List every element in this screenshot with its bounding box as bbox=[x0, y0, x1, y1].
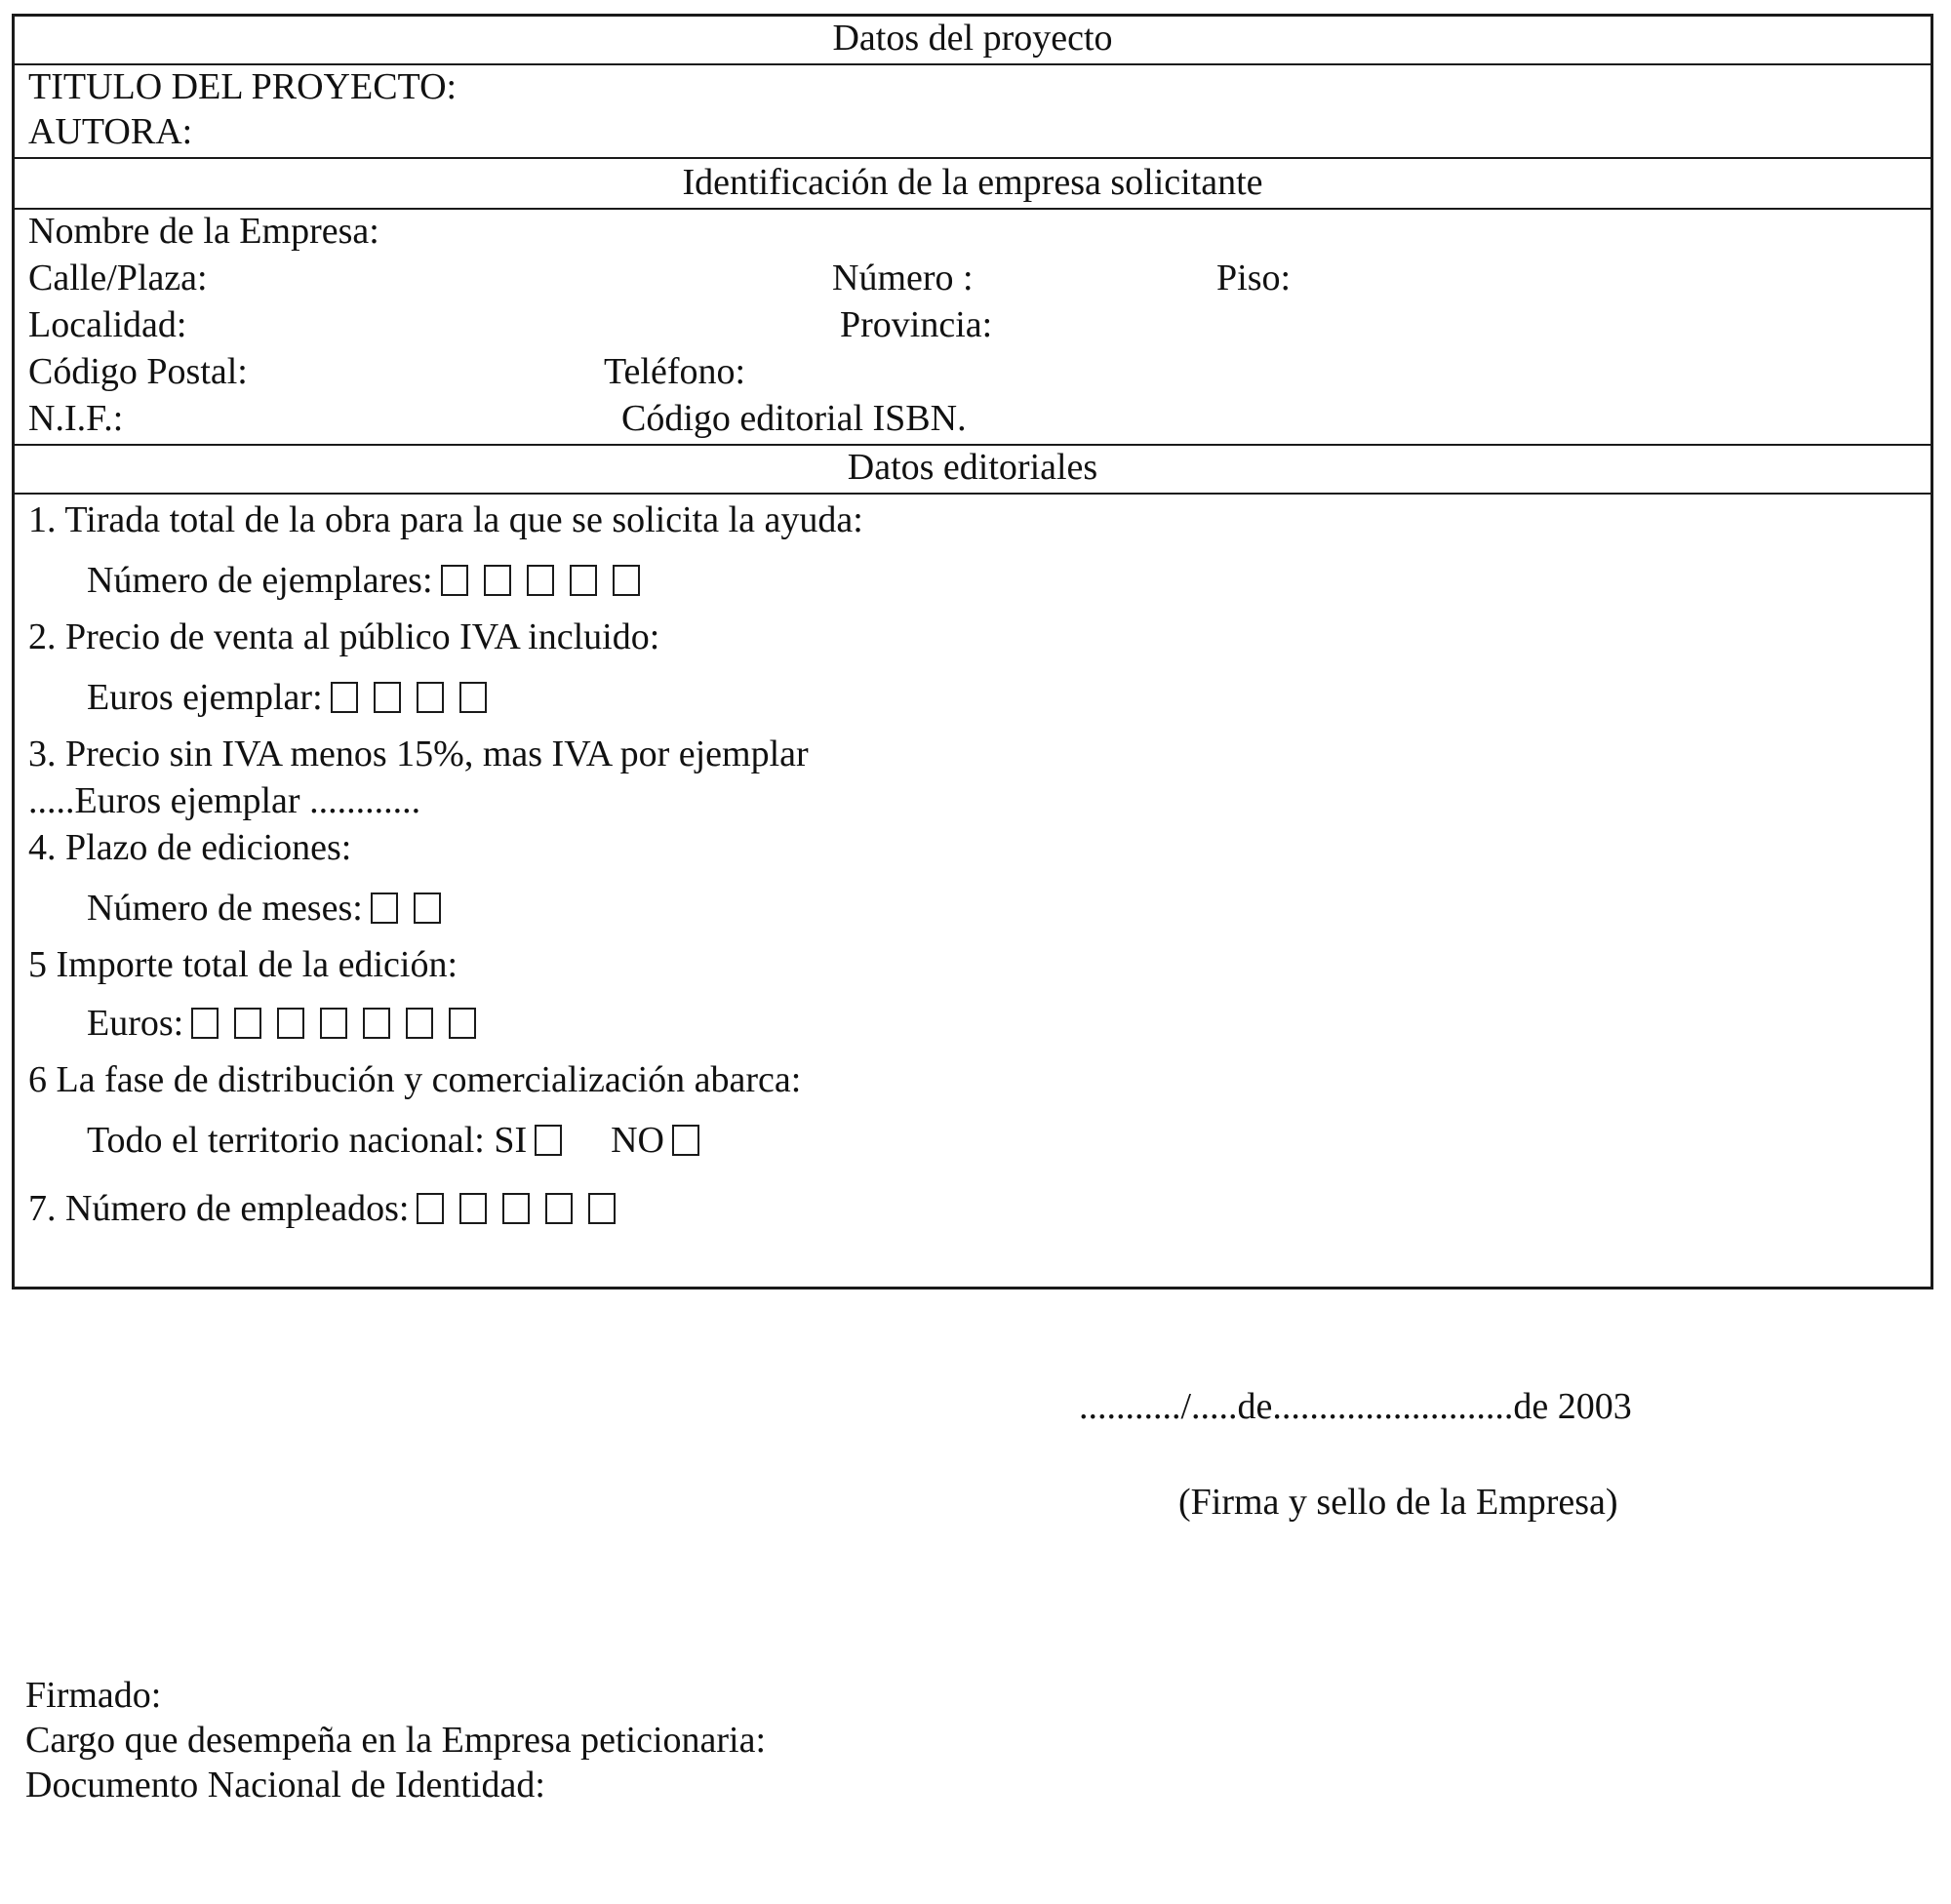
price-row bbox=[87, 676, 502, 719]
territory-no-box-wrap bbox=[672, 1119, 715, 1162]
no-checkbox[interactable] bbox=[672, 1125, 699, 1156]
company-nif-label: N.I.F.: bbox=[28, 398, 124, 439]
digit-box[interactable] bbox=[570, 565, 597, 596]
position-label: Cargo que desempeña en la Empresa peticionaria: bbox=[25, 1720, 766, 1761]
digit-box[interactable] bbox=[277, 1008, 304, 1039]
date-line: .........../.....de..........................de 2003 bbox=[1079, 1386, 1632, 1427]
copies-boxes bbox=[441, 559, 656, 602]
digit-box[interactable] bbox=[527, 565, 554, 596]
employees-row bbox=[28, 1187, 631, 1230]
digit-box[interactable] bbox=[374, 682, 401, 713]
company-floor-label: Piso: bbox=[1216, 258, 1292, 298]
territory-si-box-wrap bbox=[535, 1119, 577, 1162]
digit-box[interactable] bbox=[588, 1193, 616, 1224]
digit-box[interactable] bbox=[545, 1193, 573, 1224]
company-number-label: Número : bbox=[832, 258, 974, 298]
divider bbox=[15, 493, 1931, 495]
digit-box[interactable] bbox=[331, 682, 358, 713]
months-label: Número de meses: bbox=[87, 888, 363, 929]
signed-label: Firmado: bbox=[25, 1675, 162, 1716]
digit-box[interactable] bbox=[371, 892, 398, 924]
company-postal-code-label: Código Postal: bbox=[28, 351, 248, 392]
project-author-label: AUTORA: bbox=[28, 111, 193, 152]
employees-boxes bbox=[417, 1187, 631, 1230]
months-boxes bbox=[371, 887, 457, 930]
digit-box[interactable] bbox=[363, 1008, 390, 1039]
editorial-q4: 4. Plazo de ediciones: bbox=[28, 827, 352, 868]
editorial-q1: 1. Tirada total de la obra para la que se solicita la ayuda: bbox=[28, 499, 863, 540]
editorial-q3: 3. Precio sin IVA menos 15%, mas IVA por ejemplar bbox=[28, 734, 809, 774]
editorial-q3-sub: .....Euros ejemplar ............ bbox=[28, 780, 421, 821]
digit-box[interactable] bbox=[406, 1008, 433, 1039]
si-checkbox[interactable] bbox=[535, 1125, 562, 1156]
editorial-q5: 5 Importe total de la edición: bbox=[28, 944, 458, 985]
amount-boxes bbox=[191, 1002, 492, 1045]
amount-label: Euros: bbox=[87, 1003, 184, 1044]
project-section-header: Datos del proyecto bbox=[832, 18, 1113, 59]
digit-box[interactable] bbox=[449, 1008, 476, 1039]
company-province-label: Provincia: bbox=[840, 304, 993, 345]
id-document-label: Documento Nacional de Identidad: bbox=[25, 1765, 545, 1805]
editorial-section-header: Datos editoriales bbox=[847, 447, 1098, 488]
territory-row bbox=[87, 1119, 715, 1162]
digit-box[interactable] bbox=[320, 1008, 347, 1039]
company-isbn-label: Código editorial ISBN. bbox=[621, 398, 967, 439]
digit-box[interactable] bbox=[417, 1193, 444, 1224]
digit-box[interactable] bbox=[441, 565, 468, 596]
territory-si-label: Todo el territorio nacional: SI bbox=[87, 1120, 528, 1161]
months-row bbox=[87, 887, 457, 930]
territory-no-label: NO bbox=[611, 1120, 664, 1161]
editorial-q6: 6 La fase de distribución y comercialización abarca: bbox=[28, 1059, 802, 1100]
digit-box[interactable] bbox=[459, 682, 487, 713]
copies-label: Número de ejemplares: bbox=[87, 560, 433, 601]
digit-box[interactable] bbox=[417, 682, 444, 713]
price-boxes bbox=[331, 676, 502, 719]
company-section-header: Identificación de la empresa solicitante bbox=[682, 162, 1263, 203]
price-label: Euros ejemplar: bbox=[87, 677, 323, 718]
company-phone-label: Teléfono: bbox=[604, 351, 746, 392]
company-locality-label: Localidad: bbox=[28, 304, 187, 345]
copies-row bbox=[87, 559, 656, 602]
editorial-q2: 2. Precio de venta al público IVA incluido: bbox=[28, 616, 660, 657]
digit-box[interactable] bbox=[234, 1008, 261, 1039]
digit-box[interactable] bbox=[502, 1193, 530, 1224]
divider bbox=[15, 157, 1931, 159]
company-name-label: Nombre de la Empresa: bbox=[28, 211, 379, 252]
project-title-label: TITULO DEL PROYECTO: bbox=[28, 66, 458, 107]
application-form bbox=[12, 14, 1933, 1289]
digit-box[interactable] bbox=[191, 1008, 219, 1039]
digit-box[interactable] bbox=[414, 892, 441, 924]
signature-caption: (Firma y sello de la Empresa) bbox=[1178, 1482, 1618, 1523]
amount-row bbox=[87, 1002, 492, 1045]
employees-label: 7. Número de empleados: bbox=[28, 1188, 410, 1229]
digit-box[interactable] bbox=[613, 565, 640, 596]
digit-box[interactable] bbox=[484, 565, 511, 596]
digit-box[interactable] bbox=[459, 1193, 487, 1224]
company-street-label: Calle/Plaza: bbox=[28, 258, 208, 298]
